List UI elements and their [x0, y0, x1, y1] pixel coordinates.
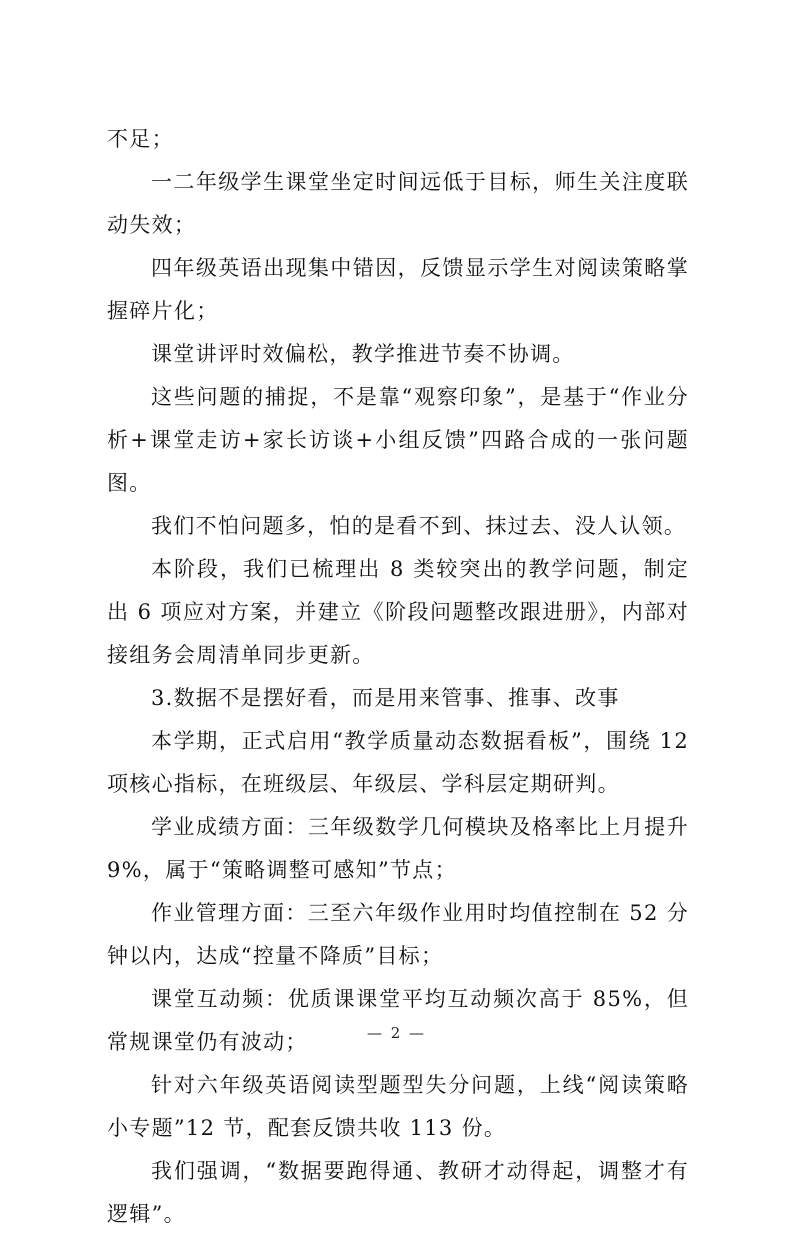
paragraph-3: 四年级英语出现集中错因，反馈显示学生对阅读策略掌握碎片化；	[107, 256, 689, 323]
paragraph-6: 我们不怕问题多，怕的是看不到、抹过去、没人认领。	[151, 514, 687, 538]
paragraph-1: 不足；	[107, 127, 174, 151]
paragraph-13: 针对六年级英语阅读型题型失分问题，上线“阅读策略小专题”12 节，配套反馈共收 113 份。	[107, 1073, 689, 1140]
page-number: — 2 —	[366, 1024, 427, 1042]
paragraph-9: 本学期，正式启用“教学质量动态数据看板”，围绕 12 项核心指标，在班级层、年级层、学科层定期研判。	[107, 729, 689, 796]
paragraph-2: 一二年级学生课堂坐定时间远低于目标，师生关注度联动失效；	[107, 170, 689, 237]
paragraph-5: 这些问题的捕捉，不是靠“观察印象”，是基于“作业分析+课堂走访+家长访谈+小组反馈”四路合成的一张问题图。	[107, 385, 689, 495]
paragraph-12: 课堂互动频：优质课课堂平均互动频次高于 85%，但常规课堂仍有波动；	[107, 987, 689, 1054]
document-body	[107, 118, 689, 1236]
paragraph-4: 课堂讲评时效偏松，教学推进节奏不协调。	[151, 342, 575, 366]
paragraph-7: 本阶段，我们已梳理出 8 类较突出的教学问题，制定出 6 项应对方案，并建立《阶段问题整改跟进册》，内部对接组务会周清单同步更新。	[107, 557, 689, 667]
paragraph-14: 我们强调，“数据要跑得通、教研才动得起，调整才有逻辑”。	[107, 1159, 689, 1226]
section-heading: 3.数据不是摆好看，而是用来管事、推事、改事	[151, 686, 620, 710]
paragraph-11: 作业管理方面：三至六年级作业用时均值控制在 52 分钟以内，达成“控量不降质”目标；	[107, 901, 689, 968]
paragraph-10: 学业成绩方面：三年级数学几何模块及格率比上月提升 9%，属于“策略调整可感知”节点；	[107, 815, 689, 882]
